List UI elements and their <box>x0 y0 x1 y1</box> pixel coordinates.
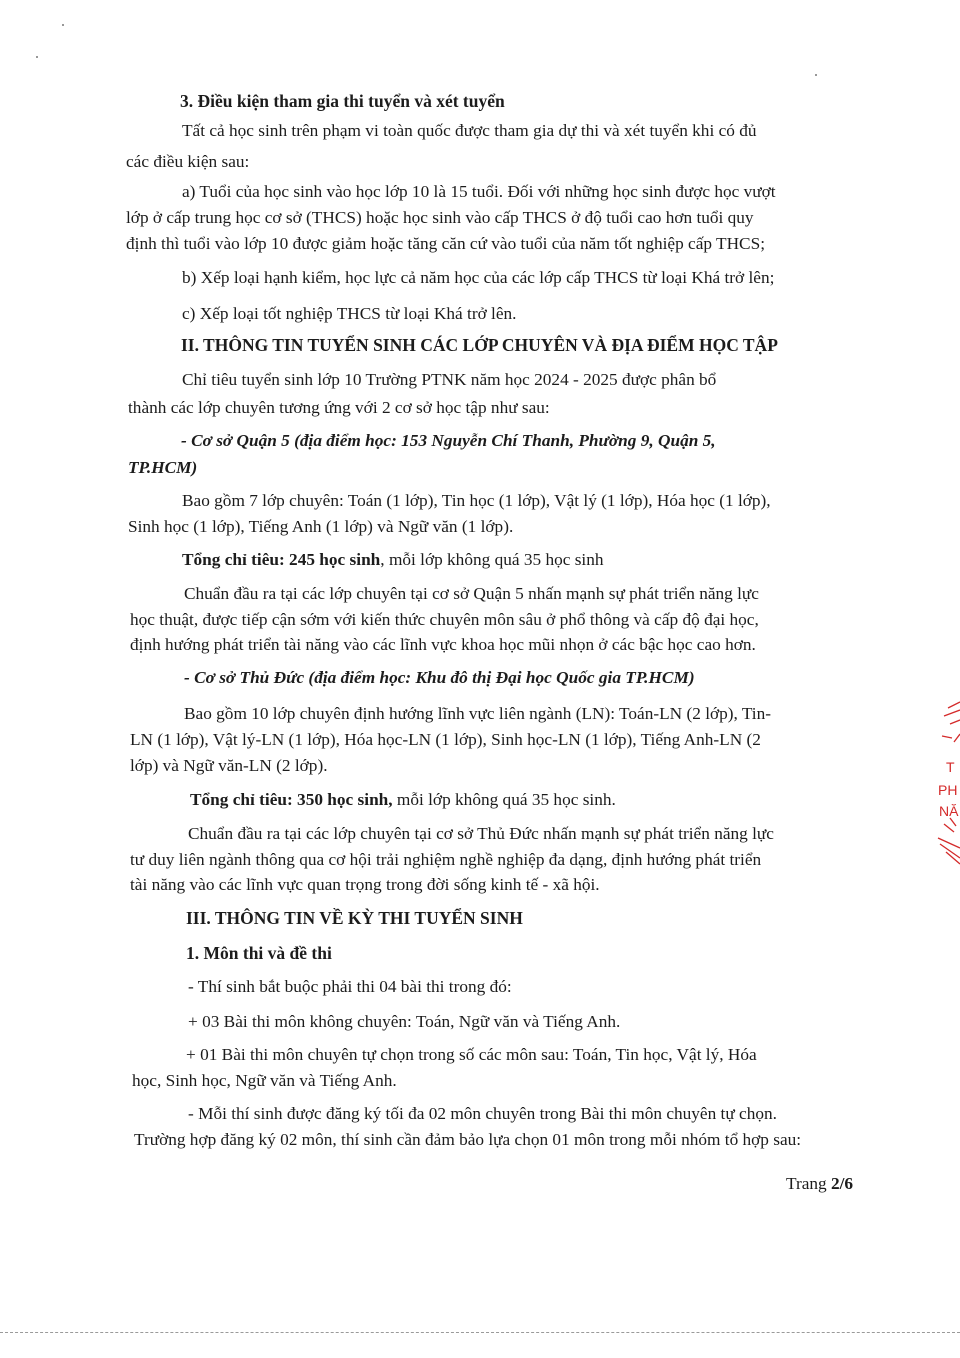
paragraph-line: thành các lớp chuyên tương ứng với 2 cơ sở học tập như sau: <box>128 398 550 417</box>
campus-q5-heading: - Cơ sở Quận 5 (địa điểm học: 153 Nguyễn Chí Thanh, Phường 9, Quận 5, <box>181 431 716 450</box>
page-label: Trang <box>786 1174 831 1193</box>
classes-line: LN (1 lớp), Vật lý-LN (1 lớp), Hóa học-LN (1 lớp), Sinh học-LN (1 lớp), Tiếng Anh-LN (2 <box>130 730 761 749</box>
outcome-line: Chuẩn đầu ra tại các lớp chuyên tại cơ sở Thủ Đức nhấn mạnh sự phát triển năng lực <box>188 824 774 843</box>
condition-b-line: b) Xếp loại hạnh kiểm, học lực cả năm học của các lớp cấp THCS từ loại Khá trở lên; <box>182 268 775 287</box>
subsection-1-heading: 1. Môn thi và đề thi <box>186 943 332 963</box>
outcome-line: tài năng vào các lĩnh vực quan trọng trong đời sống kinh tế - xã hội. <box>130 875 600 894</box>
quota-rest: , mỗi lớp không quá 35 học sinh <box>380 550 604 569</box>
condition-a-line: a) Tuổi của học sinh vào học lớp 10 là 15 tuổi. Đối với những học sinh được học vượt <box>182 182 776 201</box>
outcome-line: tư duy liên ngành thông qua cơ hội trải nghiệm nghề nghiệp đa dạng, định hướng phát triển <box>130 850 762 869</box>
scan-speck <box>36 56 38 58</box>
campus-td-heading: - Cơ sở Thủ Đức (địa điểm học: Khu đô thị Đại học Quốc gia TP.HCM) <box>184 668 695 687</box>
outcome-line: định hướng phát triển tài năng vào các lĩnh vực khoa học mũi nhọn ở các bậc học cao hơn. <box>130 635 756 654</box>
quota-line <box>190 789 616 811</box>
stamp-text: PH <box>938 782 958 798</box>
paragraph-line: Chỉ tiêu tuyển sinh lớp 10 Trường PTNK năm học 2024 - 2025 được phân bổ <box>182 370 717 389</box>
condition-a-line: lớp ở cấp trung học cơ sở (THCS) hoặc học sinh vào cấp THCS ở độ tuổi cao hơn tuổi quy <box>126 208 754 227</box>
section-III-heading: III. THÔNG TIN VỀ KỲ THI TUYỂN SINH <box>186 908 523 928</box>
exam-line: - Thí sinh bắt buộc phải thi 04 bài thi trong đó: <box>188 977 512 996</box>
quota-line <box>182 549 604 571</box>
quota-rest: mỗi lớp không quá 35 học sinh. <box>392 790 616 809</box>
quota-bold: Tổng chỉ tiêu: 245 học sinh <box>182 550 381 569</box>
stamp-text: T <box>946 759 955 775</box>
classes-line: Sinh học (1 lớp), Tiếng Anh (1 lớp) và Ngữ văn (1 lớp). <box>128 517 514 536</box>
scan-bottom-edge <box>0 1332 960 1335</box>
outcome-line: học thuật, được tiếp cận sớm với kiến thức chuyên môn sâu ở phổ thông và cấp độ đại học, <box>130 610 759 629</box>
quota-bold: Tổng chỉ tiêu: 350 học sinh, <box>190 790 393 809</box>
exam-line: - Mỗi thí sinh được đăng ký tối đa 02 môn chuyên trong Bài thi môn chuyên tự chọn. <box>188 1104 777 1123</box>
official-stamp-fragment <box>930 698 960 868</box>
exam-line: + 01 Bài thi môn chuyên tự chọn trong số các môn sau: Toán, Tin học, Vật lý, Hóa <box>186 1045 757 1064</box>
paragraph-line: Tất cả học sinh trên phạm vi toàn quốc được tham gia dự thi và xét tuyển khi có đủ <box>182 121 757 140</box>
stamp-text: NĂ <box>939 803 959 819</box>
outcome-line: Chuẩn đầu ra tại các lớp chuyên tại cơ sở Quận 5 nhấn mạnh sự phát triển năng lực <box>184 584 759 603</box>
classes-line: Bao gồm 10 lớp chuyên định hướng lĩnh vực liên ngành (LN): Toán-LN (2 lớp), Tin- <box>184 704 771 723</box>
condition-c-line: c) Xếp loại tốt nghiệp THCS từ loại Khá trở lên. <box>182 304 517 323</box>
campus-q5-heading: TP.HCM) <box>128 458 198 477</box>
paragraph-line: các điều kiện sau: <box>126 152 250 171</box>
exam-line: học, Sinh học, Ngữ văn và Tiếng Anh. <box>132 1071 397 1090</box>
condition-a-line: định thì tuổi vào lớp 10 được giảm hoặc tăng căn cứ vào tuổi của năm tốt nghiệp cấp THCS; <box>126 234 766 253</box>
classes-line: Bao gồm 7 lớp chuyên: Toán (1 lớp), Tin học (1 lớp), Vật lý (1 lớp), Hóa học (1 lớp), <box>182 491 771 510</box>
scan-speck <box>62 24 64 26</box>
page-count: 2/6 <box>830 1174 854 1193</box>
exam-line: + 03 Bài thi môn không chuyên: Toán, Ngữ văn và Tiếng Anh. <box>188 1012 621 1031</box>
scan-speck <box>815 74 817 76</box>
section-3-heading: 3. Điều kiện tham gia thi tuyển và xét tuyển <box>180 91 505 111</box>
page-number <box>786 1173 853 1195</box>
classes-line: lớp) và Ngữ văn-LN (2 lớp). <box>130 756 328 775</box>
section-II-heading: II. THÔNG TIN TUYỂN SINH CÁC LỚP CHUYÊN VÀ ĐỊA ĐIỂM HỌC TẬP <box>181 335 778 355</box>
stamp-seal <box>930 698 960 868</box>
exam-line: Trường hợp đăng ký 02 môn, thí sinh cần đảm bảo lựa chọn 01 môn trong mỗi nhóm tổ hợp sau: <box>134 1130 802 1149</box>
